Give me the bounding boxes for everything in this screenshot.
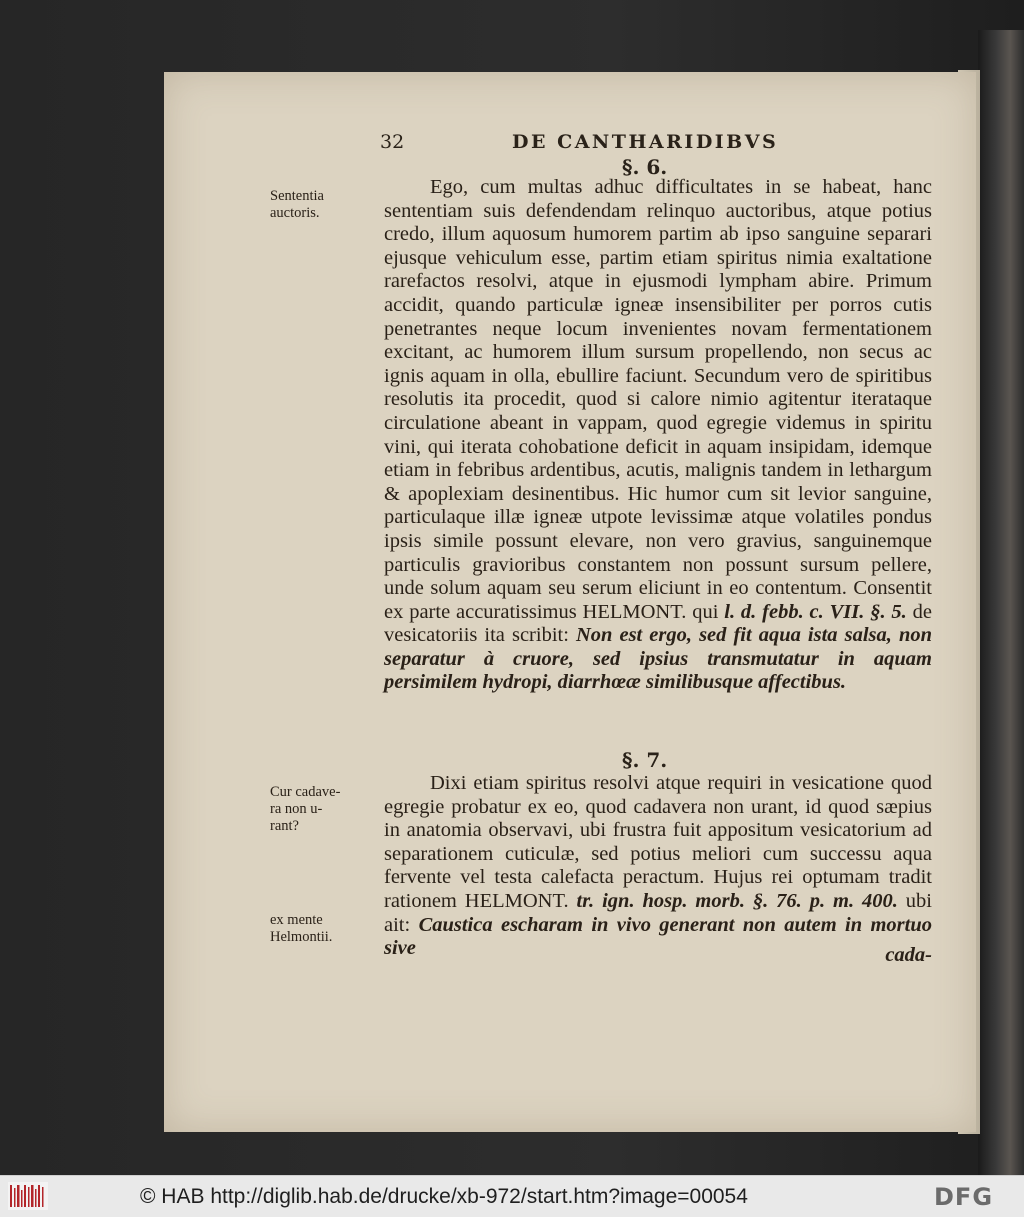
catchword-line [384, 944, 932, 968]
section-7-quote: Caustica escharam in vivo generant non autem in mortuo sive [384, 913, 933, 960]
section-7-text: Dixi etiam spiritus resolvi atque requiri in vesicatione quod egregie probatur ex eo, quod cadavera non urant, id quod sæpius in anatomia observavi, ubi frustra fuit appositum vesicatorium ad separationem cuticulæ, sed potius meliori cum successu aqua fervente vel testa calefacta peractum. Hujus rei optumam tradit rationem HELMONT. [384, 772, 932, 912]
section-6-text: Ego, cum multas adhuc difficultates in se habeat, hanc sententiam suis defendendam relinquo auctoribus, atque potius credo, illum aquosum humorem partim ab ipso sanguine separari ejusque vehiculum esse, partim etiam spiritus nimia exaltatione rarefactos resolvi, atque in ejusmodi lympham abire. Primum accidit, quando particulæ igneæ insensibiliter per porros cutis penetrantes neque locum invenientes novam fermentationem excitant, ac humorem illum sursum propellendo, non secus ac ignis aquam in olla, ebullire faciunt. Secundum vero de spiritibus resolutis ita procedit, quod si calore nimio agitentur iterataque circulatione abeant in vappam, quod egregie videmus in spiritu vini, qui iterata cohobatione deficit in aquam insipidam, idemque etiam in febribus ardentibus, acutis, malignis tandem in lethargum & apoplexiam desinentibus. Hic humor cum sit levior sanguine, particulaque illæ igneæ utpote levissimæ atque volatiles pondus ipsis simile possunt elevare, non vero gravius, sanguinemque particulis gravioribus constantem non possunt sursum pellere, unde solum aquam seu serum eliciunt in eo contentum. Consentit ex parte accuratissimus HELMONT. qui [384, 176, 932, 623]
hab-barcode-icon [8, 1182, 48, 1210]
margin-note-helmontii: ex mente Helmontii. [270, 912, 333, 945]
viewer-footer [0, 1175, 1024, 1217]
section-7-heading: §. 7. [622, 748, 668, 772]
section-7-body [384, 772, 932, 962]
catchword: cada- [885, 944, 932, 966]
margin-note-cadavera: Cur cadave- ra non u- rant? [270, 784, 341, 834]
running-header [380, 131, 940, 157]
dfg-logo: DFG [934, 1183, 994, 1211]
margin-note-sententia: Sententia auctoris. [270, 188, 324, 221]
section-6-citation: l. d. febb. c. VII. §. 5. [724, 600, 907, 623]
section-6-heading: §. 6. [622, 155, 668, 179]
section-7-citation: tr. ign. hosp. morb. §. 76. p. m. 400. [576, 889, 898, 912]
adjacent-page-edge [978, 30, 1024, 1175]
section-6-body [384, 176, 932, 746]
section-6-text-mid: de vesicatoriis ita scribit: [384, 600, 933, 647]
page-number: 32 [380, 131, 405, 153]
copyright-link[interactable]: © HAB http://diglib.hab.de/drucke/xb-972/start.htm?image=00054 [140, 1185, 748, 1208]
section-7-text-mid: ubi ait: [384, 889, 932, 936]
section-6-quote: Non est ergo, sed fit aqua ista salsa, non separatur à cruore, sed ipsius transmutatur in aquam persimilem hydropi, diarrhœæ similibusque affectibus. [384, 624, 932, 694]
running-title: DE CANTHARIDIBVS [512, 131, 779, 153]
